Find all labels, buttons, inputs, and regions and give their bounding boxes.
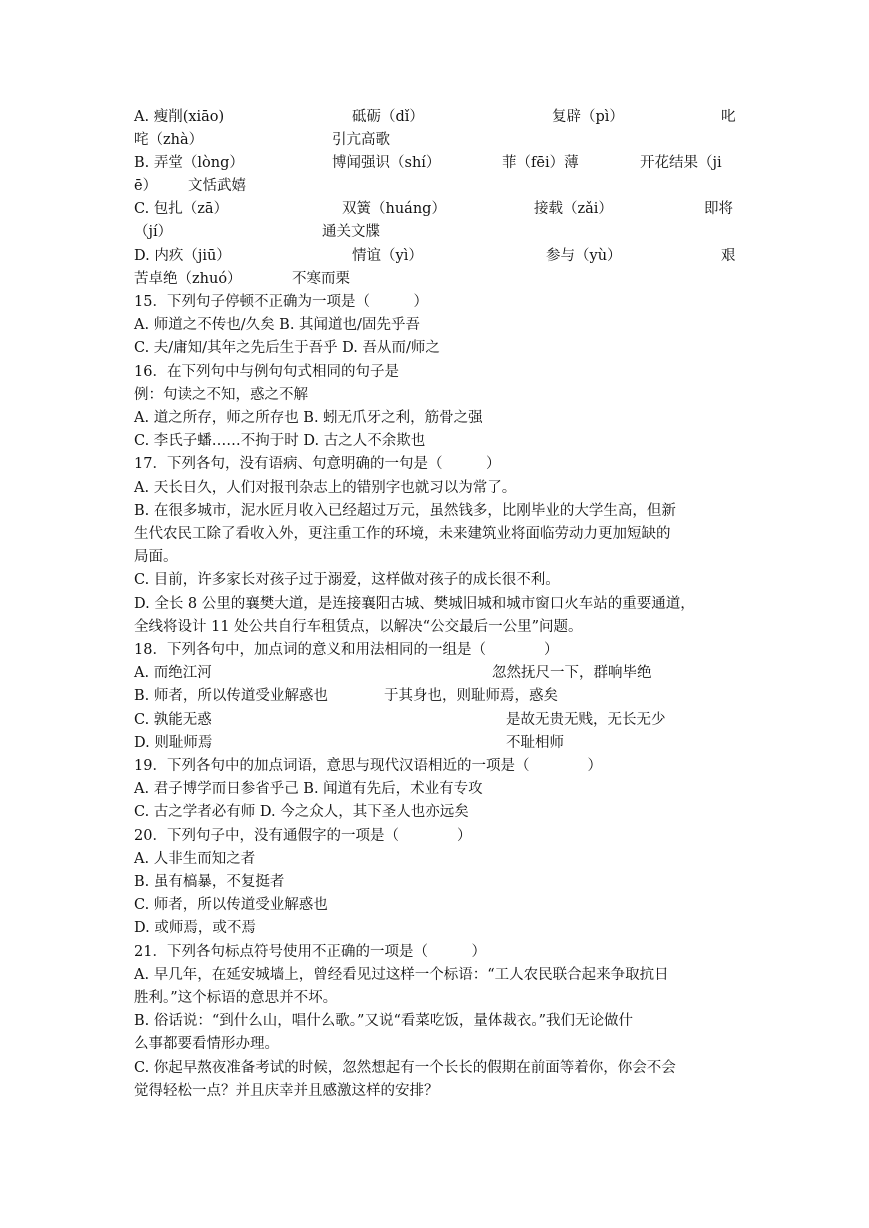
q21-option-b-line1: B. 俗话说：“到什么山，唱什么歌。”又说“看菜吃饭，量体裁衣。”我们无论做什 [134, 1013, 634, 1029]
q18-b-left: B. 师者，所以传道受业解惑也 [134, 688, 328, 704]
q14-c-word-4: 即将 [704, 201, 733, 217]
q18-d-right: 不耻相师 [506, 735, 564, 751]
q14-b-word-2: 博闻强识（shí） [332, 155, 441, 171]
q14-a-word-2: 砥砺（dǐ） [352, 109, 424, 125]
q15-options-ab: A. 师道之不传也/久矣 B. 其闻道也/固先乎吾 [134, 317, 420, 333]
q19-options-cd: C. 古之学者必有师 D. 今之众人，其下圣人也亦远矣 [134, 804, 469, 820]
q14-b-word-4: 开花结果（ji [640, 155, 722, 171]
q14-d-word-5: 不寒而栗 [292, 271, 350, 287]
q14-c-word-2: 双簧（huáng） [342, 201, 446, 217]
q14-option-d-line1 [134, 245, 738, 268]
q14-option-b-line1 [134, 152, 738, 175]
q14-d-word-1: D. 内疚（jiū） [134, 248, 231, 264]
q17-option-b-line2: 生代农民工除了看收入外，更注重工作的环境，未来建筑业将面临劳动力更加短缺的 [134, 526, 671, 542]
q14-option-b-line2 [134, 175, 738, 198]
q21-option-a-line2: 胜利。”这个标语的意思并不坏。 [134, 990, 338, 1006]
q16-example: 例：句读之不知，惑之不解 [134, 387, 308, 403]
q20-option-c: C. 师者，所以传道受业解惑也 [134, 897, 328, 913]
q14-c-word-5: 通关文牒 [322, 224, 380, 240]
q18-option-d [134, 732, 738, 755]
q21-option-c-line1: C. 你起早熬夜准备考试的时候，忽然想起有一个长长的假期在前面等着你，你会不会 [134, 1060, 676, 1076]
q18-option-a [134, 662, 738, 685]
q14-option-a-line2 [134, 129, 738, 152]
q16-stem: 16．在下列句中与例句句式相同的句子是 [134, 364, 399, 380]
q17-option-c: C. 目前，许多家长对孩子过于溺爱，这样做对孩子的成长很不利。 [134, 572, 560, 588]
q17-option-d-line2: 全线将设计 11 处公共自行车租赁点，以解决“公交最后一公里”问题。 [134, 619, 583, 635]
q14-b-word-5: 文恬武嬉 [188, 178, 246, 194]
q17-option-a: A. 天长日久，人们对报刊杂志上的错别字也就习以为常了。 [134, 480, 517, 496]
q18-c-left: C. 孰能无惑 [134, 712, 212, 728]
q18-c-right: 是故无贵无贱，无长无少 [506, 712, 666, 728]
q14-b-word-4-cont: ē） [134, 178, 158, 194]
q18-b-right: 于其身也，则耻师焉，惑矣 [384, 688, 558, 704]
q21-option-a-line1: A. 早几年，在延安城墙上，曾经看见过这样一个标语：“工人农民联合起来争取抗日 [134, 967, 669, 983]
q14-d-word-4-cont: 苦卓绝（zhuó） [134, 271, 242, 287]
q17-stem: 17．下列各句，没有语病、句意明确的一句是（ ） [134, 456, 501, 472]
q20-stem: 20．下列句子中，没有通假字的一项是（ ） [134, 828, 472, 844]
q14-option-c-line2 [134, 221, 738, 244]
q14-a-word-4-cont: 咤（zhà） [134, 132, 204, 148]
q18-option-c [134, 709, 738, 732]
q21-stem: 21．下列各句标点符号使用不正确的一项是（ ） [134, 944, 486, 960]
q14-b-word-3: 菲（fēi）薄 [502, 155, 579, 171]
q14-a-word-5: 引亢高歌 [332, 132, 390, 148]
q14-b-word-1: B. 弄堂（lòng） [134, 155, 244, 171]
q14-option-c-line1 [134, 198, 738, 221]
q14-a-word-3: 复辟（pì） [552, 109, 624, 125]
q17-option-b-line1: B. 在很多城市，泥水匠月收入已经超过万元，虽然钱多，比刚毕业的大学生高，但新 [134, 503, 676, 519]
q19-options-ab: A. 君子博学而日参省乎己 B. 闻道有先后，术业有专攻 [134, 781, 483, 797]
q14-c-word-4-cont: （jí） [134, 224, 173, 240]
q18-a-right: 忽然抚尺一下，群响毕绝 [492, 665, 652, 681]
q17-option-d-line1: D. 全长 8 公里的襄樊大道，是连接襄阳古城、樊城旧城和城市窗口火车站的重要通道， [134, 596, 695, 612]
q17-option-b-line3: 局面。 [134, 549, 178, 565]
q18-option-b [134, 685, 738, 708]
q14-option-d-line2 [134, 268, 738, 291]
q19-stem: 19．下列各句中的加点词语，意思与现代汉语相近的一项是（ ） [134, 758, 602, 774]
q16-options-cd: C. 李氏子蟠……不拘于时 D. 古之人不余欺也 [134, 433, 426, 449]
q14-d-word-2: 情谊（yì） [352, 248, 423, 264]
q14-c-word-1: C. 包扎（zā） [134, 201, 229, 217]
q14-a-word-1: A. 瘦削(xiāo) [134, 109, 225, 125]
q18-d-left: D. 则耻师焉 [134, 735, 213, 751]
q20-option-b: B. 虽有槁暴，不复挺者 [134, 874, 285, 890]
q15-options-cd: C. 夫/庸知/其年之先后生于吾乎 D. 吾从而/师之 [134, 340, 440, 356]
q18-stem: 18．下列各句中，加点词的意义和用法相同的一组是（ ） [134, 642, 559, 658]
q14-c-word-3: 接载（zǎi） [534, 201, 613, 217]
q14-d-word-4: 艰 [721, 248, 736, 264]
q20-option-a: A. 人非生而知之者 [134, 851, 256, 867]
q18-a-left: A. 而绝江河 [134, 665, 212, 681]
q21-option-c-line2: 觉得轻松一点？并且庆幸并且感激这样的安排？ [134, 1083, 439, 1099]
q15-stem: 15．下列句子停顿不正确为一项是（ ） [134, 294, 428, 310]
q21-option-b-line2: 么事都要看情形办理。 [134, 1036, 279, 1052]
q16-options-ab: A. 道之所存，师之所存也 B. 蚓无爪牙之利，筋骨之强 [134, 410, 483, 426]
q14-d-word-3: 参与（yù） [546, 248, 622, 264]
q14-a-word-4: 叱 [721, 109, 736, 125]
q20-option-d: D. 或师焉，或不焉 [134, 920, 256, 936]
q14-option-a-line1 [134, 106, 738, 129]
